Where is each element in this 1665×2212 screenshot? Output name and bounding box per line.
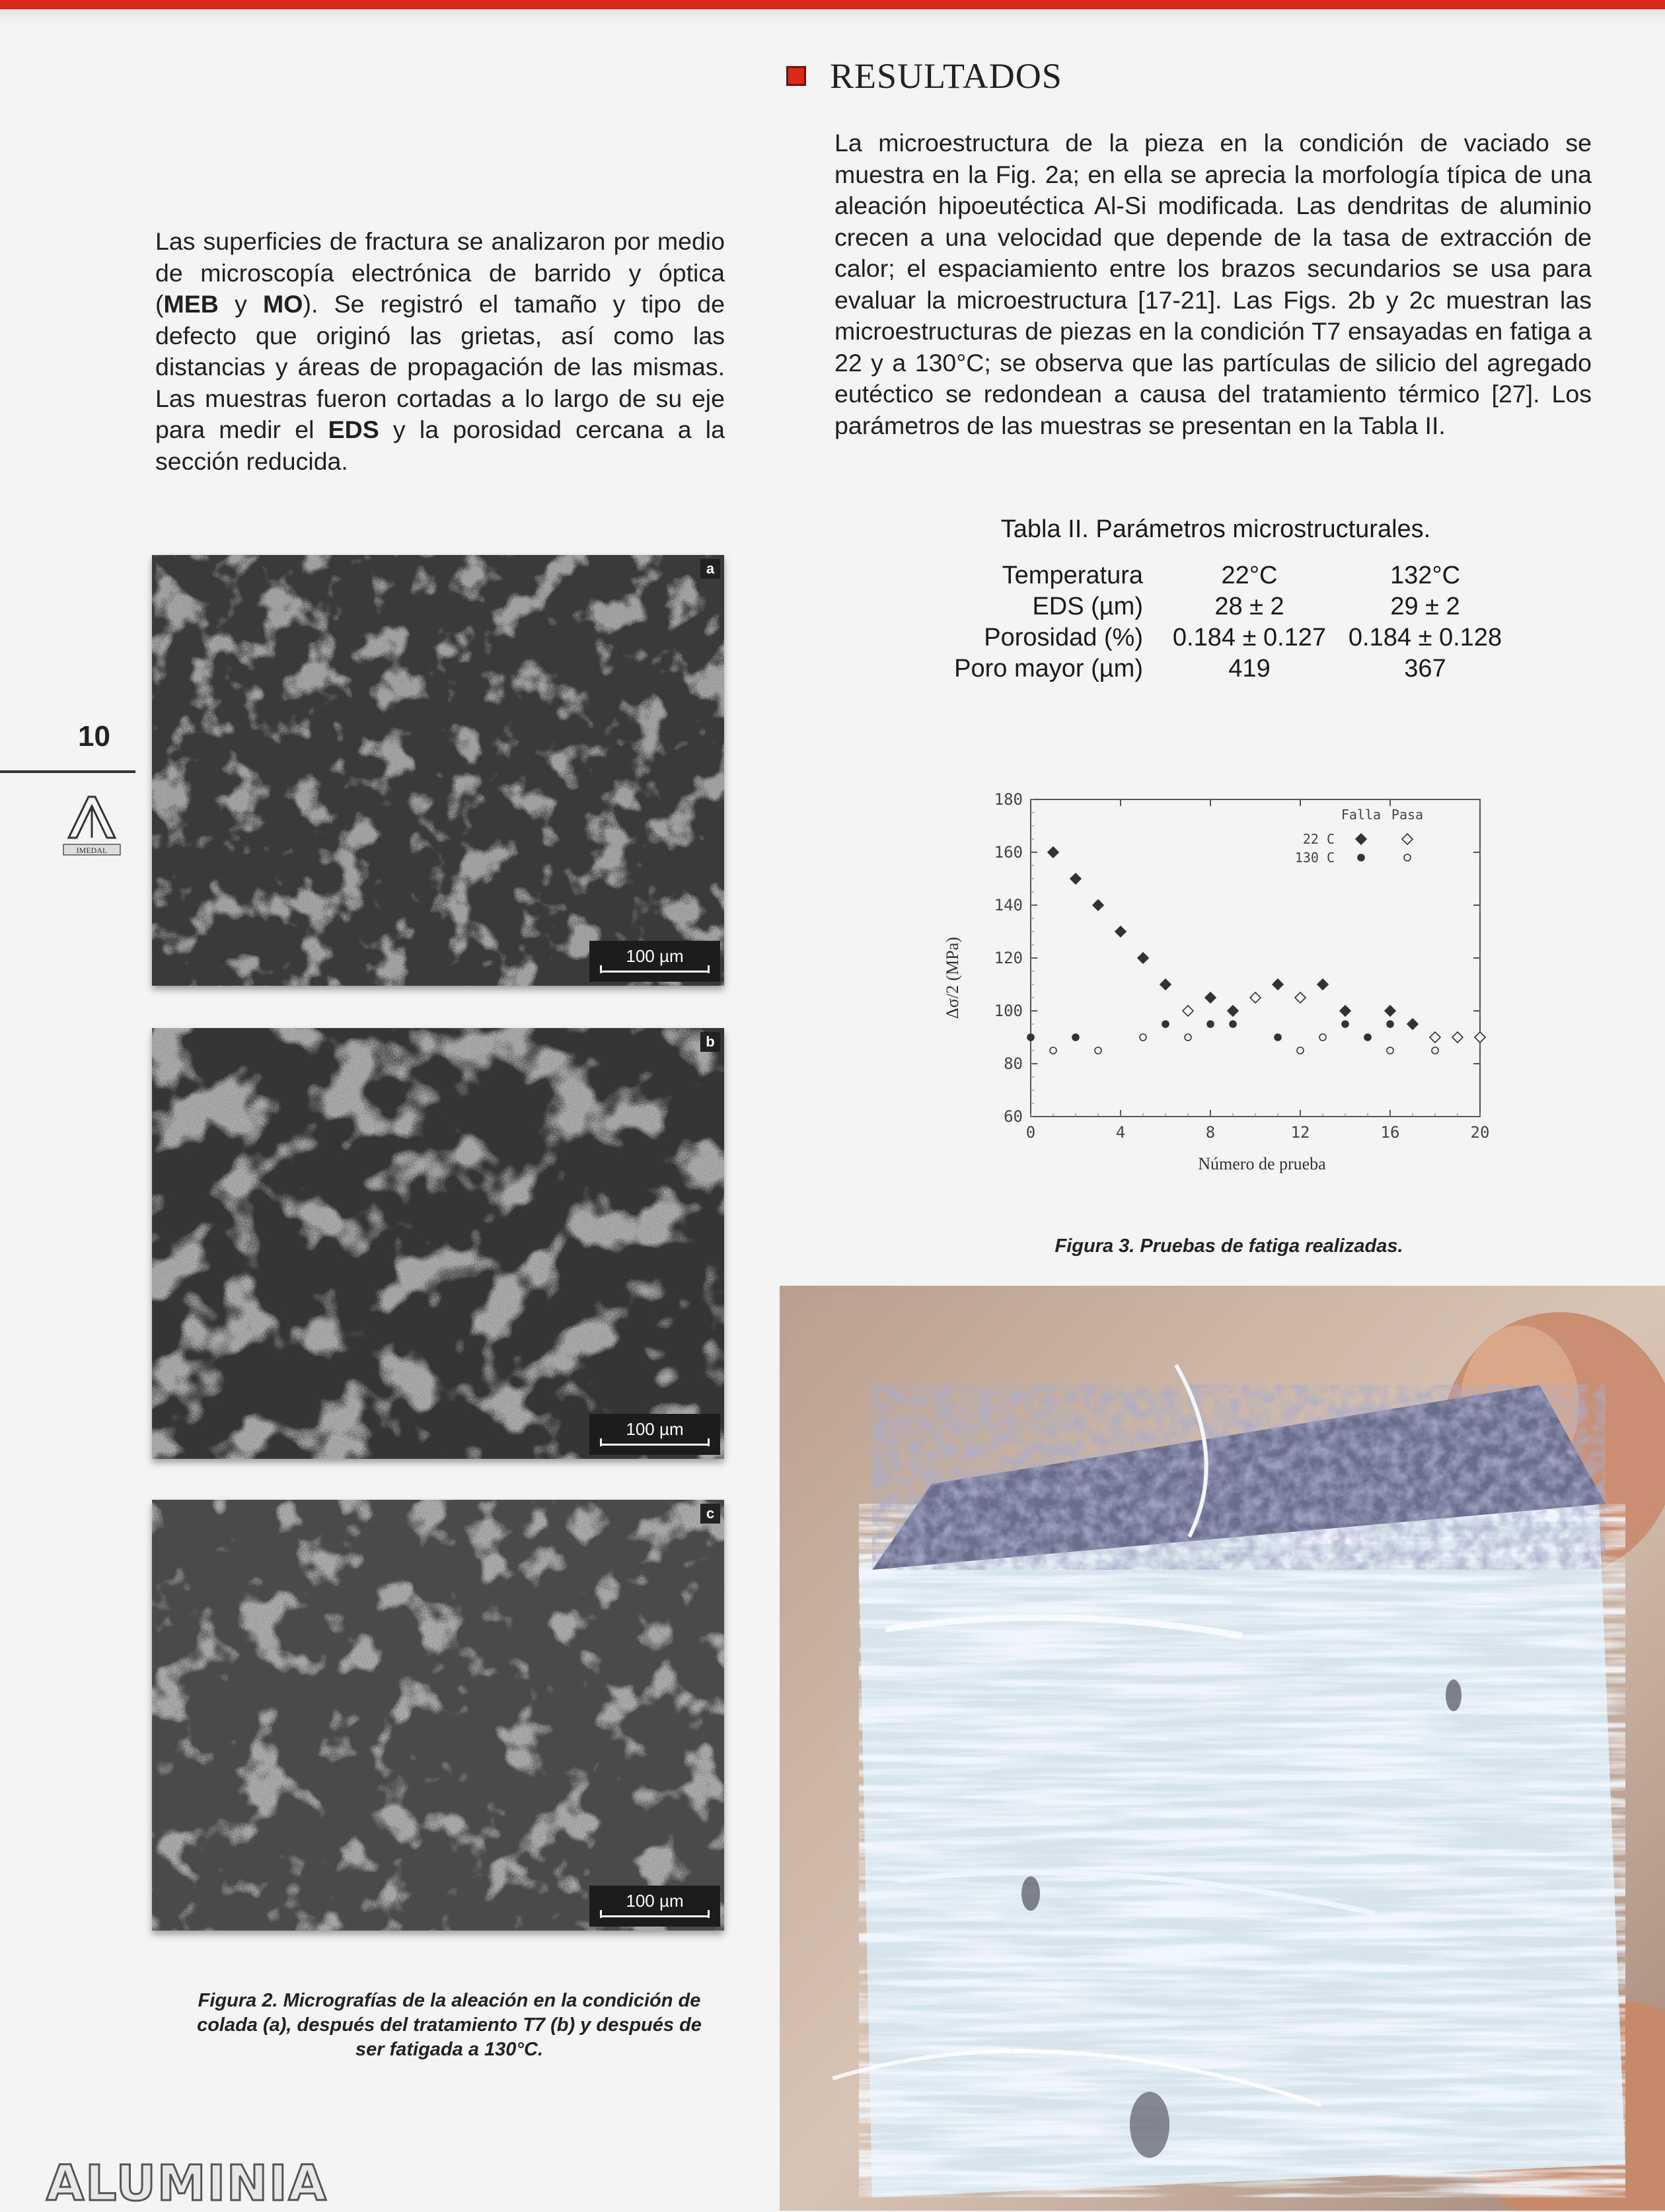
scale-label: 100 µm [626, 946, 684, 966]
row-label: Porosidad (%) [984, 624, 1143, 651]
data-point [1138, 953, 1148, 963]
fiber-sample-photo [780, 1286, 1665, 2211]
data-point [1387, 1021, 1393, 1027]
data-point [1275, 1034, 1281, 1041]
fatigue-chart [925, 780, 1506, 1176]
data-point [1050, 1047, 1056, 1054]
abbrev-mo: MO [263, 290, 303, 318]
legend-marker [1402, 834, 1413, 844]
data-point [1162, 1021, 1169, 1027]
data-point [1250, 992, 1261, 1003]
row-label: EDS (µm) [1032, 593, 1143, 620]
chart-legend [1295, 807, 1423, 866]
data-point [1160, 979, 1171, 990]
data-point [1205, 992, 1216, 1003]
data-point [1297, 1047, 1304, 1054]
y-tick-label: 100 [994, 1002, 1023, 1020]
abbrev-meb: MEB [163, 290, 219, 318]
table-row [918, 653, 1513, 684]
data-point [1340, 1006, 1350, 1016]
scale-bar [589, 1886, 720, 1927]
cell: 0.184 ± 0.127 [1172, 624, 1327, 651]
data-point [1407, 1019, 1418, 1029]
scale-bar-line [600, 1444, 710, 1446]
y-tick-label: 80 [1004, 1054, 1023, 1073]
text-run: Las superficies de fractura se analizaron por medio de microscopía electrónica de barrido y óptica ( [155, 227, 725, 318]
section-title: RESULTADOS [830, 56, 1062, 96]
data-point [1115, 926, 1126, 937]
x-tick-label: 16 [1380, 1123, 1400, 1142]
page-number: 10 [78, 720, 110, 753]
top-strip [0, 9, 1665, 26]
data-point [1070, 873, 1081, 884]
left-paragraph [155, 226, 725, 477]
scale-bar-line [600, 971, 710, 973]
figure2-caption: Figura 2. Micrografías de la aleación en la condición de colada (a), después del tratamiento T7 (b) y después de ser fatigada a 130°C. [197, 1990, 702, 2060]
x-tick-label: 0 [1025, 1123, 1036, 1142]
right-paragraph: La microestructura de la pieza en la condición de vaciado se muestra en la Fig. 2a; en ella se aprecia la morfología típica de una aleación hipoeutéctica Al-Si modificada. Las dendritas de aluminio crecen a una velocidad que depende de la tasa de extracción de calor; el espaciamiento entre los brazos secundarios se usa para evaluar la microestructura [17-21]. Las Figs. 2b y 2c muestran las microestructuras de piezas en la condición T7 ensayadas en fatiga a 22 y a 130°C; se observa que las partículas de silicio del agregado eutéctico se redondean a causa del tratamiento térmico [27]. Los parámetros de las muestras se presentan en la Tabla II. [834, 129, 1592, 439]
scale-bar-line [600, 1915, 710, 1917]
data-point [1183, 1006, 1193, 1016]
cell: 367 [1404, 655, 1446, 682]
data-point [1095, 1047, 1101, 1054]
data-point [1295, 992, 1306, 1003]
panel-letter: b [700, 1032, 720, 1052]
data-point [1475, 1032, 1485, 1043]
data-point [1228, 1006, 1238, 1016]
table-row [918, 560, 1513, 591]
chart-marks [1027, 847, 1485, 1054]
text-run: ). Se registró el tamaño y tipo de defecto que originó las grietas, así como las distancias y áreas de propagación de las mismas. Las muestras fueron cortadas a lo largo de su eje para medir el [155, 290, 725, 443]
y-tick-label: 180 [994, 790, 1023, 809]
data-point [1048, 847, 1058, 858]
chart-axes [994, 790, 1490, 1142]
data-point [1273, 979, 1283, 990]
cell: 28 ± 2 [1214, 593, 1284, 620]
data-point [1072, 1034, 1079, 1041]
data-point [1027, 1034, 1034, 1041]
plot-frame [1031, 799, 1480, 1117]
data-point [1387, 1047, 1393, 1054]
x-tick-label: 8 [1205, 1123, 1216, 1142]
table-row [918, 622, 1513, 653]
data-point [1207, 1021, 1214, 1027]
y-tick-label: 160 [994, 843, 1023, 862]
panel-letter: c [700, 1504, 720, 1524]
top-red-bar [0, 0, 1665, 9]
y-axis-label: Δσ/2 (MPa) [943, 937, 962, 1019]
data-point [1432, 1047, 1438, 1054]
scale-bar [589, 941, 720, 982]
legend-row-label: 130 C [1294, 850, 1335, 866]
y-tick-label: 140 [994, 896, 1023, 914]
y-tick-label: 120 [994, 949, 1023, 967]
data-point [1140, 1034, 1146, 1041]
legend-marker [1356, 834, 1366, 844]
section-heading [786, 53, 1062, 99]
figure3-caption: Figura 3. Pruebas de fatiga realizadas. [1054, 1235, 1403, 1257]
legend-marker [1404, 854, 1411, 861]
data-point [1364, 1034, 1371, 1041]
cell: 29 ± 2 [1390, 593, 1460, 620]
data-point [1317, 979, 1328, 990]
logo-text: IMEDAL [76, 846, 108, 855]
scale-label: 100 µm [626, 1419, 684, 1439]
data-point [1093, 900, 1103, 910]
legend-row-label: 22 C [1302, 831, 1335, 847]
micrograph-b [152, 1028, 724, 1459]
parameters-table [918, 560, 1513, 684]
data-point [1430, 1032, 1440, 1043]
cell: 0.184 ± 0.128 [1348, 624, 1502, 651]
cell: 22°C [1221, 562, 1278, 589]
legend-col-header: Pasa [1391, 807, 1424, 823]
table-caption: Tabla II. Parámetros microstructurales. [1000, 515, 1431, 543]
legend-col-header: Falla [1341, 807, 1382, 823]
cell: 419 [1228, 655, 1271, 682]
data-point [1185, 1034, 1191, 1041]
abbrev-eds: EDS [328, 416, 379, 443]
data-point [1319, 1034, 1326, 1041]
micrograph-c [152, 1500, 724, 1931]
data-point [1230, 1021, 1236, 1027]
scale-bar [589, 1414, 720, 1455]
divider [0, 770, 135, 773]
red-square-bullet-icon [786, 66, 806, 86]
data-point [1452, 1032, 1463, 1043]
panel-letter: a [700, 559, 720, 579]
imedal-logo [62, 792, 122, 858]
y-tick-label: 60 [1004, 1107, 1023, 1126]
row-label: Poro mayor (µm) [954, 655, 1143, 682]
data-point [1385, 1006, 1395, 1016]
scale-label: 100 µm [626, 1891, 684, 1911]
aluminia-brand: ALUMINIA [46, 2155, 328, 2212]
micrograph-b-image [152, 1028, 724, 1459]
micrograph-a-image [152, 555, 724, 986]
text-run: y la porosidad cercana a la sección reducida. [155, 416, 725, 475]
table-row [918, 591, 1513, 622]
micrograph-c-image [152, 1500, 724, 1931]
data-point [1342, 1021, 1349, 1027]
x-tick-label: 12 [1290, 1123, 1310, 1142]
x-tick-label: 4 [1115, 1123, 1126, 1142]
micrograph-a [152, 555, 724, 986]
x-tick-label: 20 [1470, 1123, 1490, 1142]
text-run: y [218, 290, 264, 318]
cell: 132°C [1389, 562, 1461, 589]
legend-marker [1358, 854, 1364, 861]
x-axis-label: Número de prueba [1198, 1154, 1326, 1173]
row-label: Temperatura [1002, 562, 1143, 589]
